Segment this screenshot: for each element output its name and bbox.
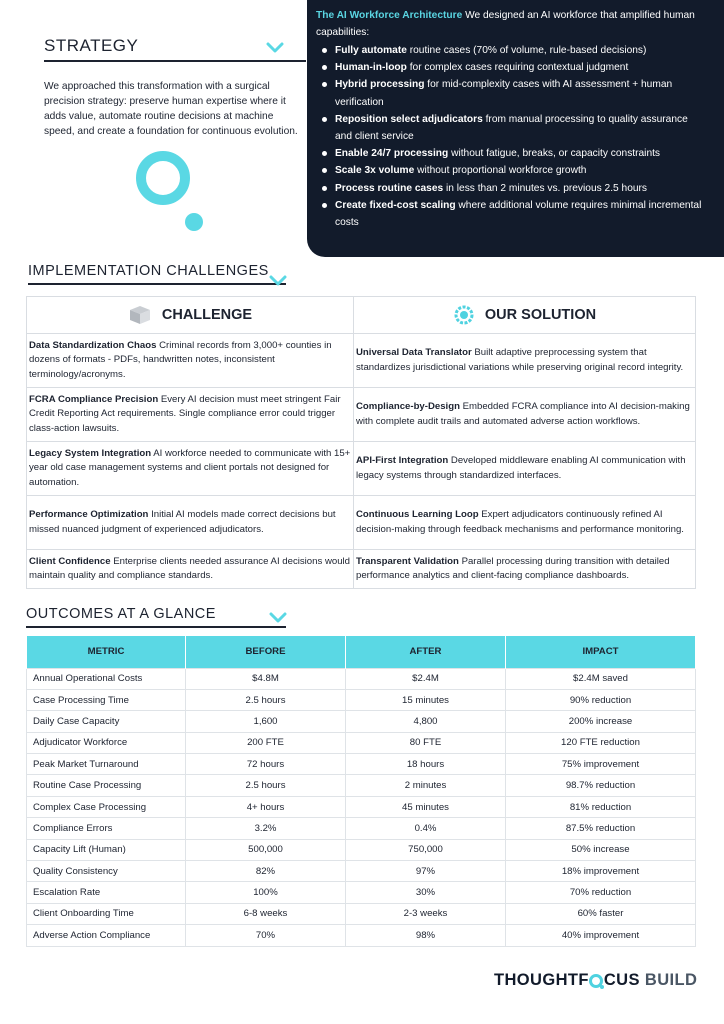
metric-cell: Case Processing Time — [27, 689, 186, 710]
after-cell: 97% — [346, 861, 506, 882]
table-row — [27, 796, 696, 817]
before-cell: 72 hours — [186, 754, 346, 775]
table-row — [27, 711, 696, 732]
outcomes-header — [26, 606, 286, 628]
challenge-cell: FCRA Compliance Precision Every AI decision must meet stringent Fair Credit Reporting Act requirements. Single compliance error could trigger class-action lawsuits. — [27, 388, 354, 442]
focus-ring-logo — [133, 147, 207, 233]
table-row — [27, 882, 696, 903]
impact-cell: 98.7% reduction — [506, 775, 696, 796]
before-cell: 82% — [186, 861, 346, 882]
solution-column-header: OUR SOLUTION — [354, 297, 696, 334]
metric-cell: Escalation Rate — [27, 882, 186, 903]
before-cell: 200 FTE — [186, 732, 346, 753]
chevron-down-icon — [266, 42, 284, 54]
list-item: Create fixed-cost scaling where additional volume requires minimal incremental costs — [316, 197, 706, 231]
after-cell: 0.4% — [346, 818, 506, 839]
challenges-table — [26, 296, 696, 589]
list-item: Process routine cases in less than 2 minutes vs. previous 2.5 hours — [316, 180, 706, 197]
brand-text-build: BUILD — [644, 971, 698, 989]
after-cell: 4,800 — [346, 711, 506, 732]
impact-cell: 200% increase — [506, 711, 696, 732]
table-header-row — [27, 636, 696, 668]
solution-cell: Continuous Learning Loop Expert adjudicators continuously refined AI decision-making through feedback mechanisms and performance monitoring. — [354, 496, 696, 550]
before-cell: 6-8 weeks — [186, 903, 346, 924]
after-cell: 2-3 weeks — [346, 903, 506, 924]
outcomes-table — [26, 636, 696, 947]
after-cell: 15 minutes — [346, 689, 506, 710]
architecture-title: The AI Workforce Architecture — [316, 10, 463, 21]
metric-cell: Daily Case Capacity — [27, 711, 186, 732]
solution-cell: API-First Integration Developed middleware enabling AI communication with legacy systems through standardized interfaces. — [354, 442, 696, 496]
metric-cell: Client Onboarding Time — [27, 903, 186, 924]
architecture-panel — [307, 0, 724, 257]
cube-icon — [128, 304, 152, 326]
brand-text-part2: CUS — [603, 971, 640, 989]
strategy-header — [44, 36, 292, 62]
impact-cell: 120 FTE reduction — [506, 732, 696, 753]
challenge-column-header: CHALLENGE — [27, 297, 354, 334]
architecture-intro — [316, 7, 706, 41]
list-item: Reposition select adjudicators from manual processing to quality assurance and client service — [316, 111, 706, 145]
table-row — [27, 388, 696, 442]
before-column-header: BEFORE — [186, 636, 346, 668]
outcomes-title: OUTCOMES AT A GLANCE — [26, 606, 216, 622]
metric-cell: Peak Market Turnaround — [27, 754, 186, 775]
architecture-list — [316, 42, 706, 231]
metric-cell: Adjudicator Workforce — [27, 732, 186, 753]
before-cell: 2.5 hours — [186, 775, 346, 796]
after-cell: 98% — [346, 925, 506, 946]
table-row — [27, 754, 696, 775]
chevron-down-icon — [269, 275, 287, 287]
metric-cell: Capacity Lift (Human) — [27, 839, 186, 860]
architecture-intro-text: We designed an AI workforce that amplified human capabilities: — [316, 10, 695, 38]
table-row — [27, 668, 696, 689]
after-cell: $2.4M — [346, 668, 506, 689]
brand-logo — [494, 971, 697, 990]
list-item: Enable 24/7 processing without fatigue, breaks, or capacity constraints — [316, 145, 706, 162]
table-row — [27, 689, 696, 710]
strategy-rule — [44, 60, 306, 62]
before-cell: $4.8M — [186, 668, 346, 689]
impact-cell: 75% improvement — [506, 754, 696, 775]
metric-cell: Quality Consistency — [27, 861, 186, 882]
impact-cell: 70% reduction — [506, 882, 696, 903]
after-cell: 2 minutes — [346, 775, 506, 796]
before-cell: 4+ hours — [186, 796, 346, 817]
impact-cell: 87.5% reduction — [506, 818, 696, 839]
challenges-rule — [28, 283, 286, 285]
challenge-cell: Client Confidence Enterprise clients needed assurance AI decisions would maintain quality and compliance standards. — [27, 550, 354, 589]
impact-column-header: IMPACT — [506, 636, 696, 668]
list-item: Fully automate routine cases (70% of volume, rule-based decisions) — [316, 42, 706, 59]
outcomes-body — [27, 668, 696, 946]
table-row — [27, 925, 696, 946]
after-cell: 750,000 — [346, 839, 506, 860]
after-cell: 18 hours — [346, 754, 506, 775]
after-cell: 30% — [346, 882, 506, 903]
strategy-title: STRATEGY — [44, 36, 139, 55]
before-cell: 100% — [186, 882, 346, 903]
impact-cell: 60% faster — [506, 903, 696, 924]
metric-cell: Adverse Action Compliance — [27, 925, 186, 946]
list-item: Scale 3x volume without proportional workforce growth — [316, 162, 706, 179]
after-cell: 45 minutes — [346, 796, 506, 817]
solution-cell: Compliance-by-Design Embedded FCRA compliance into AI decision-making with complete audit trails and automated adverse action workflows. — [354, 388, 696, 442]
metric-cell: Routine Case Processing — [27, 775, 186, 796]
challenge-cell: Performance Optimization Initial AI models made correct decisions but missed nuanced judgment of experienced adjudicators. — [27, 496, 354, 550]
table-header-row — [27, 297, 696, 334]
strategy-text: We approached this transformation with a surgical precision strategy: preserve human expertise where it adds value, automate routine decisions at machine speed, and create a foundation for continuous evolution. — [44, 80, 298, 138]
table-row — [27, 442, 696, 496]
impact-cell: 18% improvement — [506, 861, 696, 882]
list-item: Hybrid processing for mid-complexity cases with AI assessment + human verification — [316, 76, 706, 110]
challenges-title: IMPLEMENTATION CHALLENGES — [28, 263, 269, 279]
challenge-cell: Data Standardization Chaos Criminal records from 3,000+ counties in dozens of formats - PDFs, handwritten notes, inconsistent terminology/acronyms. — [27, 334, 354, 388]
impact-cell: 81% reduction — [506, 796, 696, 817]
before-cell: 2.5 hours — [186, 689, 346, 710]
before-cell: 3.2% — [186, 818, 346, 839]
impact-cell: 90% reduction — [506, 689, 696, 710]
challenge-cell: Legacy System Integration AI workforce needed to communicate with 15+ year old case management systems and client portals not designed for automation. — [27, 442, 354, 496]
after-column-header: AFTER — [346, 636, 506, 668]
focus-o-icon — [589, 974, 603, 988]
brand-text-part1: THOUGHTF — [494, 971, 589, 989]
after-cell: 80 FTE — [346, 732, 506, 753]
table-row — [27, 839, 696, 860]
metric-cell: Complex Case Processing — [27, 796, 186, 817]
before-cell: 500,000 — [186, 839, 346, 860]
impact-cell: 50% increase — [506, 839, 696, 860]
table-row — [27, 903, 696, 924]
challenges-header — [28, 263, 286, 285]
before-cell: 70% — [186, 925, 346, 946]
table-row — [27, 775, 696, 796]
outcomes-rule — [26, 626, 286, 628]
list-item: Human-in-loop for complex cases requiring contextual judgment — [316, 59, 706, 76]
table-row — [27, 334, 696, 388]
metric-cell: Compliance Errors — [27, 818, 186, 839]
strategy-section — [44, 36, 298, 139]
solution-cell: Universal Data Translator Built adaptive preprocessing system that standardizes jurisdictional variations while preserving original record integrity. — [354, 334, 696, 388]
table-row — [27, 496, 696, 550]
table-row — [27, 818, 696, 839]
before-cell: 1,600 — [186, 711, 346, 732]
impact-cell: $2.4M saved — [506, 668, 696, 689]
target-gear-icon — [453, 304, 475, 326]
impact-cell: 40% improvement — [506, 925, 696, 946]
table-row — [27, 732, 696, 753]
chevron-down-icon — [269, 612, 287, 624]
table-row — [27, 550, 696, 589]
metric-column-header: METRIC — [27, 636, 186, 668]
solution-cell: Transparent Validation Parallel processing during transition with detailed performance analytics and client-facing compliance dashboards. — [354, 550, 696, 589]
metric-cell: Annual Operational Costs — [27, 668, 186, 689]
table-row — [27, 861, 696, 882]
